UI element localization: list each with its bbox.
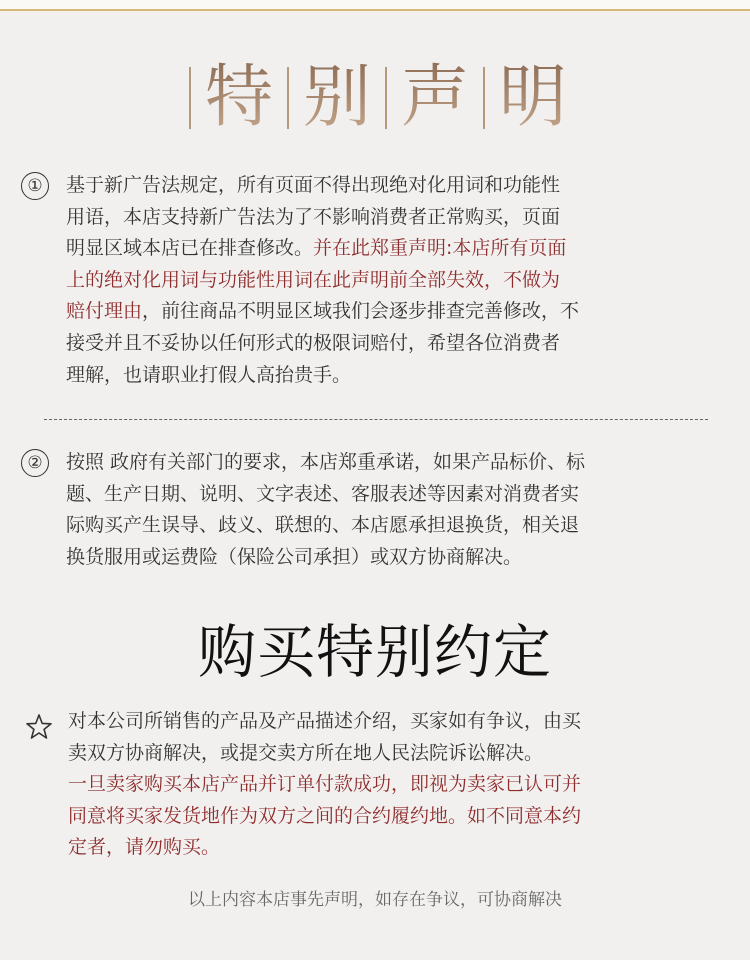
body-text: 接受并且不妥协以任何形式的极限词赔付，希望各位消费者: [66, 331, 561, 354]
title-char: 特: [201, 58, 277, 138]
text-line: [66, 510, 706, 542]
title-divider: [483, 67, 485, 129]
section-divider: [44, 419, 708, 420]
text-line: [66, 360, 706, 392]
text-line: [68, 769, 708, 801]
section-number-1: ①: [21, 172, 49, 200]
body-text: ，前往商品不明显区域我们会逐步排查完善修改，不: [142, 300, 580, 323]
footer-note: 以上内容本店事先声明，如存在争议，可协商解决: [188, 890, 562, 910]
body-text: 基于新广告法规定，所有页面不得出现绝对化用词和功能性: [66, 174, 561, 196]
body-text: 对本公司所销售的产品及产品描述介绍，买家如有争议，由买: [68, 710, 582, 732]
text-line: [66, 170, 706, 202]
body-text: 理解，也请职业打假人高抬贵手。: [66, 363, 352, 386]
text-line: [66, 447, 706, 479]
purchase-agreement-paragraph: [68, 706, 708, 864]
body-text: 卖双方协商解决，或提交卖方所在地人民法院诉讼解决。: [68, 741, 544, 764]
special-statement-title: [0, 58, 750, 138]
title-char: 明: [495, 58, 571, 138]
text-line: [68, 706, 708, 738]
text-line: [66, 542, 706, 574]
body-text: 换货服用或运费险（保险公司承担）或双方协商解决。: [66, 545, 523, 568]
text-line: [68, 832, 708, 864]
body-text: 用语，本店支持新广告法为了不影响消费者正常购买，页面: [66, 205, 561, 228]
title-divider: [385, 67, 387, 129]
emphasis-text: 并在此郑重声明:本店所有页面: [313, 237, 567, 260]
title-divider: [189, 67, 191, 129]
body-text: 按照 政府有关部门的要求，本店郑重承诺，如果产品标价、标: [66, 451, 586, 473]
text-line: [66, 265, 706, 297]
star-outline-icon: [25, 713, 53, 741]
body-text: 际购买产生误导、歧义、联想的、本店愿承担退换货，相关退: [66, 514, 580, 537]
title-char: 别: [299, 58, 375, 138]
emphasis-text: 同意将买家发货地作为双方之间的合约履约地。如不同意本约: [68, 804, 582, 827]
body-text: 明显区域本店已在排查修改。: [66, 237, 314, 260]
top-gold-rule: [0, 0, 750, 11]
text-line: [66, 202, 706, 234]
title-divider: [287, 67, 289, 129]
body-text: 题、生产日期、说明、文字表述、客服表述等因素对消费者实: [66, 482, 580, 505]
text-line: [66, 296, 706, 328]
text-line: [66, 328, 706, 360]
emphasis-text: 赔付理由: [66, 300, 143, 323]
emphasis-text: 定者，请勿购买。: [68, 836, 221, 859]
purchase-agreement-title: 购买特别约定: [197, 618, 552, 686]
text-line: [68, 801, 708, 833]
text-line: [66, 233, 706, 265]
section-1-paragraph: [66, 170, 706, 391]
title-char: 声: [397, 58, 473, 138]
text-line: [66, 479, 706, 511]
section-2-paragraph: [66, 447, 706, 573]
section-number-2: ②: [21, 449, 49, 477]
emphasis-text: 上的绝对化用词与功能性用词在此声明前全部失效，不做为: [66, 268, 561, 291]
emphasis-text: 一旦卖家购买本店产品并订单付款成功，即视为卖家已认可并: [68, 773, 582, 796]
text-line: [68, 738, 708, 770]
